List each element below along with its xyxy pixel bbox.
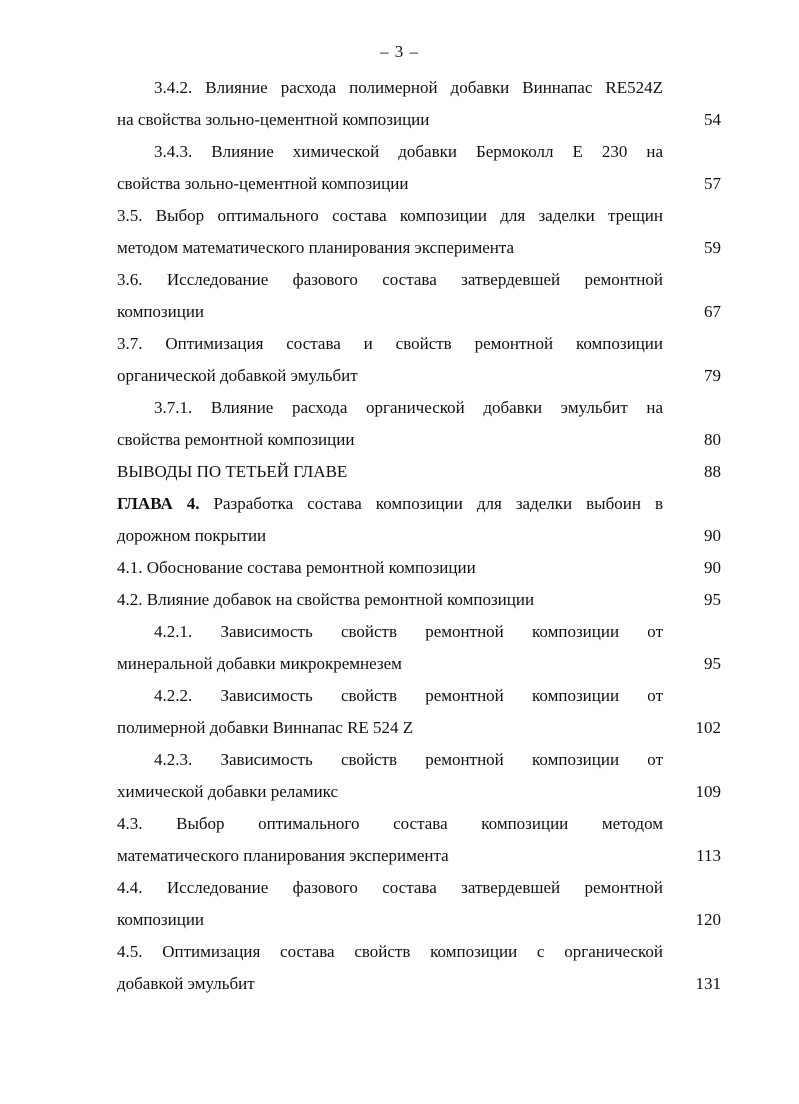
toc-page-number: 88 (704, 462, 721, 481)
toc-page-number: 59 (704, 238, 721, 257)
toc-entry-3-6[interactable] (117, 264, 721, 328)
toc-page-number: 90 (704, 558, 721, 577)
toc-entry-title: 4.1. Обоснование состава ремонтной композиции (117, 558, 476, 577)
toc-entry-title: 3.5. Выбор оптимального состава композиции для заделки трещин (117, 206, 663, 225)
toc-entry-4-3[interactable] (117, 808, 721, 872)
toc-entry-title-cont: композиции (117, 302, 205, 321)
toc-page-number: 80 (704, 430, 721, 449)
toc-entry-title: ВЫВОДЫ ПО ТЕТЬЕЙ ГЛАВЕ (117, 462, 348, 481)
toc-page-number: 90 (704, 526, 721, 545)
toc-entry-3-7[interactable] (117, 328, 721, 392)
page-number: – 3 – (380, 42, 419, 61)
toc-page-number: 79 (704, 366, 721, 385)
toc-entry-title-cont: химической добавки реламикс (117, 782, 339, 801)
toc-page-number: 57 (704, 174, 721, 193)
toc-page-number: 67 (704, 302, 721, 321)
toc-entry-title: 3.4.3. Влияние химической добавки Бермоколл Е 230 на (154, 142, 663, 161)
toc-entry-4-2-3[interactable] (117, 744, 721, 808)
toc-entry-title: 3.7. Оптимизация состава и свойств ремонтной композиции (117, 334, 663, 353)
toc-entry-4-1[interactable] (117, 552, 721, 584)
toc-entry-title: 4.4. Исследование фазового состава затвердевшей ремонтной (117, 878, 663, 897)
toc-entry-3-7-1[interactable] (117, 392, 721, 456)
toc-entry-4-4[interactable] (117, 872, 721, 936)
toc-page-number: 131 (695, 974, 721, 993)
toc-entry-title-cont: композиции (117, 910, 205, 929)
toc-page-number: 102 (695, 718, 721, 737)
toc-entry-title: 4.3. Выбор оптимального состава композиции методом (117, 814, 663, 833)
toc-entry-title-cont: минеральной добавки микрокремнезем (117, 654, 402, 673)
toc-entry-title (117, 488, 663, 520)
toc-entry-title-cont: свойства зольно-цементной композиции (117, 174, 409, 193)
toc-entry-chapter-4[interactable] (117, 488, 721, 552)
toc-page-number: 113 (696, 846, 721, 865)
toc-entry-4-2-1[interactable] (117, 616, 721, 680)
toc-entry-title: 3.4.2. Влияние расхода полимерной добавки Виннапас RE524Z (154, 78, 663, 97)
toc-entry-title-cont: полимерной добавки Виннапас RE 524 Z (117, 718, 414, 737)
toc-page-number: 109 (695, 782, 721, 801)
toc-entry-3-5[interactable] (117, 200, 721, 264)
toc-entry-4-5[interactable] (117, 936, 721, 1000)
toc-entry-title: 3.6. Исследование фазового состава затвердевшей ремонтной (117, 270, 663, 289)
toc-page-number: 95 (704, 590, 721, 609)
toc-entry-title-cont: свойства ремонтной композиции (117, 430, 355, 449)
toc-entry-title: 4.2.2. Зависимость свойств ремонтной композиции от (154, 686, 663, 705)
toc-entry-conclusions-ch3[interactable] (117, 456, 721, 488)
toc-entry-title: 4.5. Оптимизация состава свойств композиции с органической (117, 942, 663, 961)
toc-entry-title: 4.2. Влияние добавок на свойства ремонтной композиции (117, 590, 535, 609)
toc-entry-title-cont: органической добавкой эмульбит (117, 366, 358, 385)
toc-entry-title-cont: на свойства зольно-цементной композиции (117, 110, 430, 129)
toc-entry-title-cont: методом математического планирования эксперимента (117, 238, 515, 257)
toc-entry-3-4-2[interactable] (117, 72, 721, 136)
table-of-contents (117, 72, 721, 1000)
toc-entry-4-2[interactable] (117, 584, 721, 616)
toc-entry-title-cont: математического планирования эксперимента (117, 846, 449, 865)
chapter-title: Разработка состава композиции для заделки выбоин в (199, 494, 663, 513)
toc-entry-title-cont: дорожном покрытии (117, 526, 267, 545)
chapter-label: ГЛАВА 4. (117, 494, 200, 513)
toc-page-number: 54 (704, 110, 721, 129)
toc-entry-3-4-3[interactable] (117, 136, 721, 200)
toc-entry-title: 4.2.1. Зависимость свойств ремонтной композиции от (154, 622, 663, 641)
toc-entry-4-2-2[interactable] (117, 680, 721, 744)
toc-entry-title-cont: добавкой эмульбит (117, 974, 255, 993)
toc-entry-title: 3.7.1. Влияние расхода органической добавки эмульбит на (154, 398, 663, 417)
toc-page-number: 120 (695, 910, 721, 929)
toc-entry-title: 4.2.3. Зависимость свойств ремонтной композиции от (154, 750, 663, 769)
toc-page-number: 95 (704, 654, 721, 673)
